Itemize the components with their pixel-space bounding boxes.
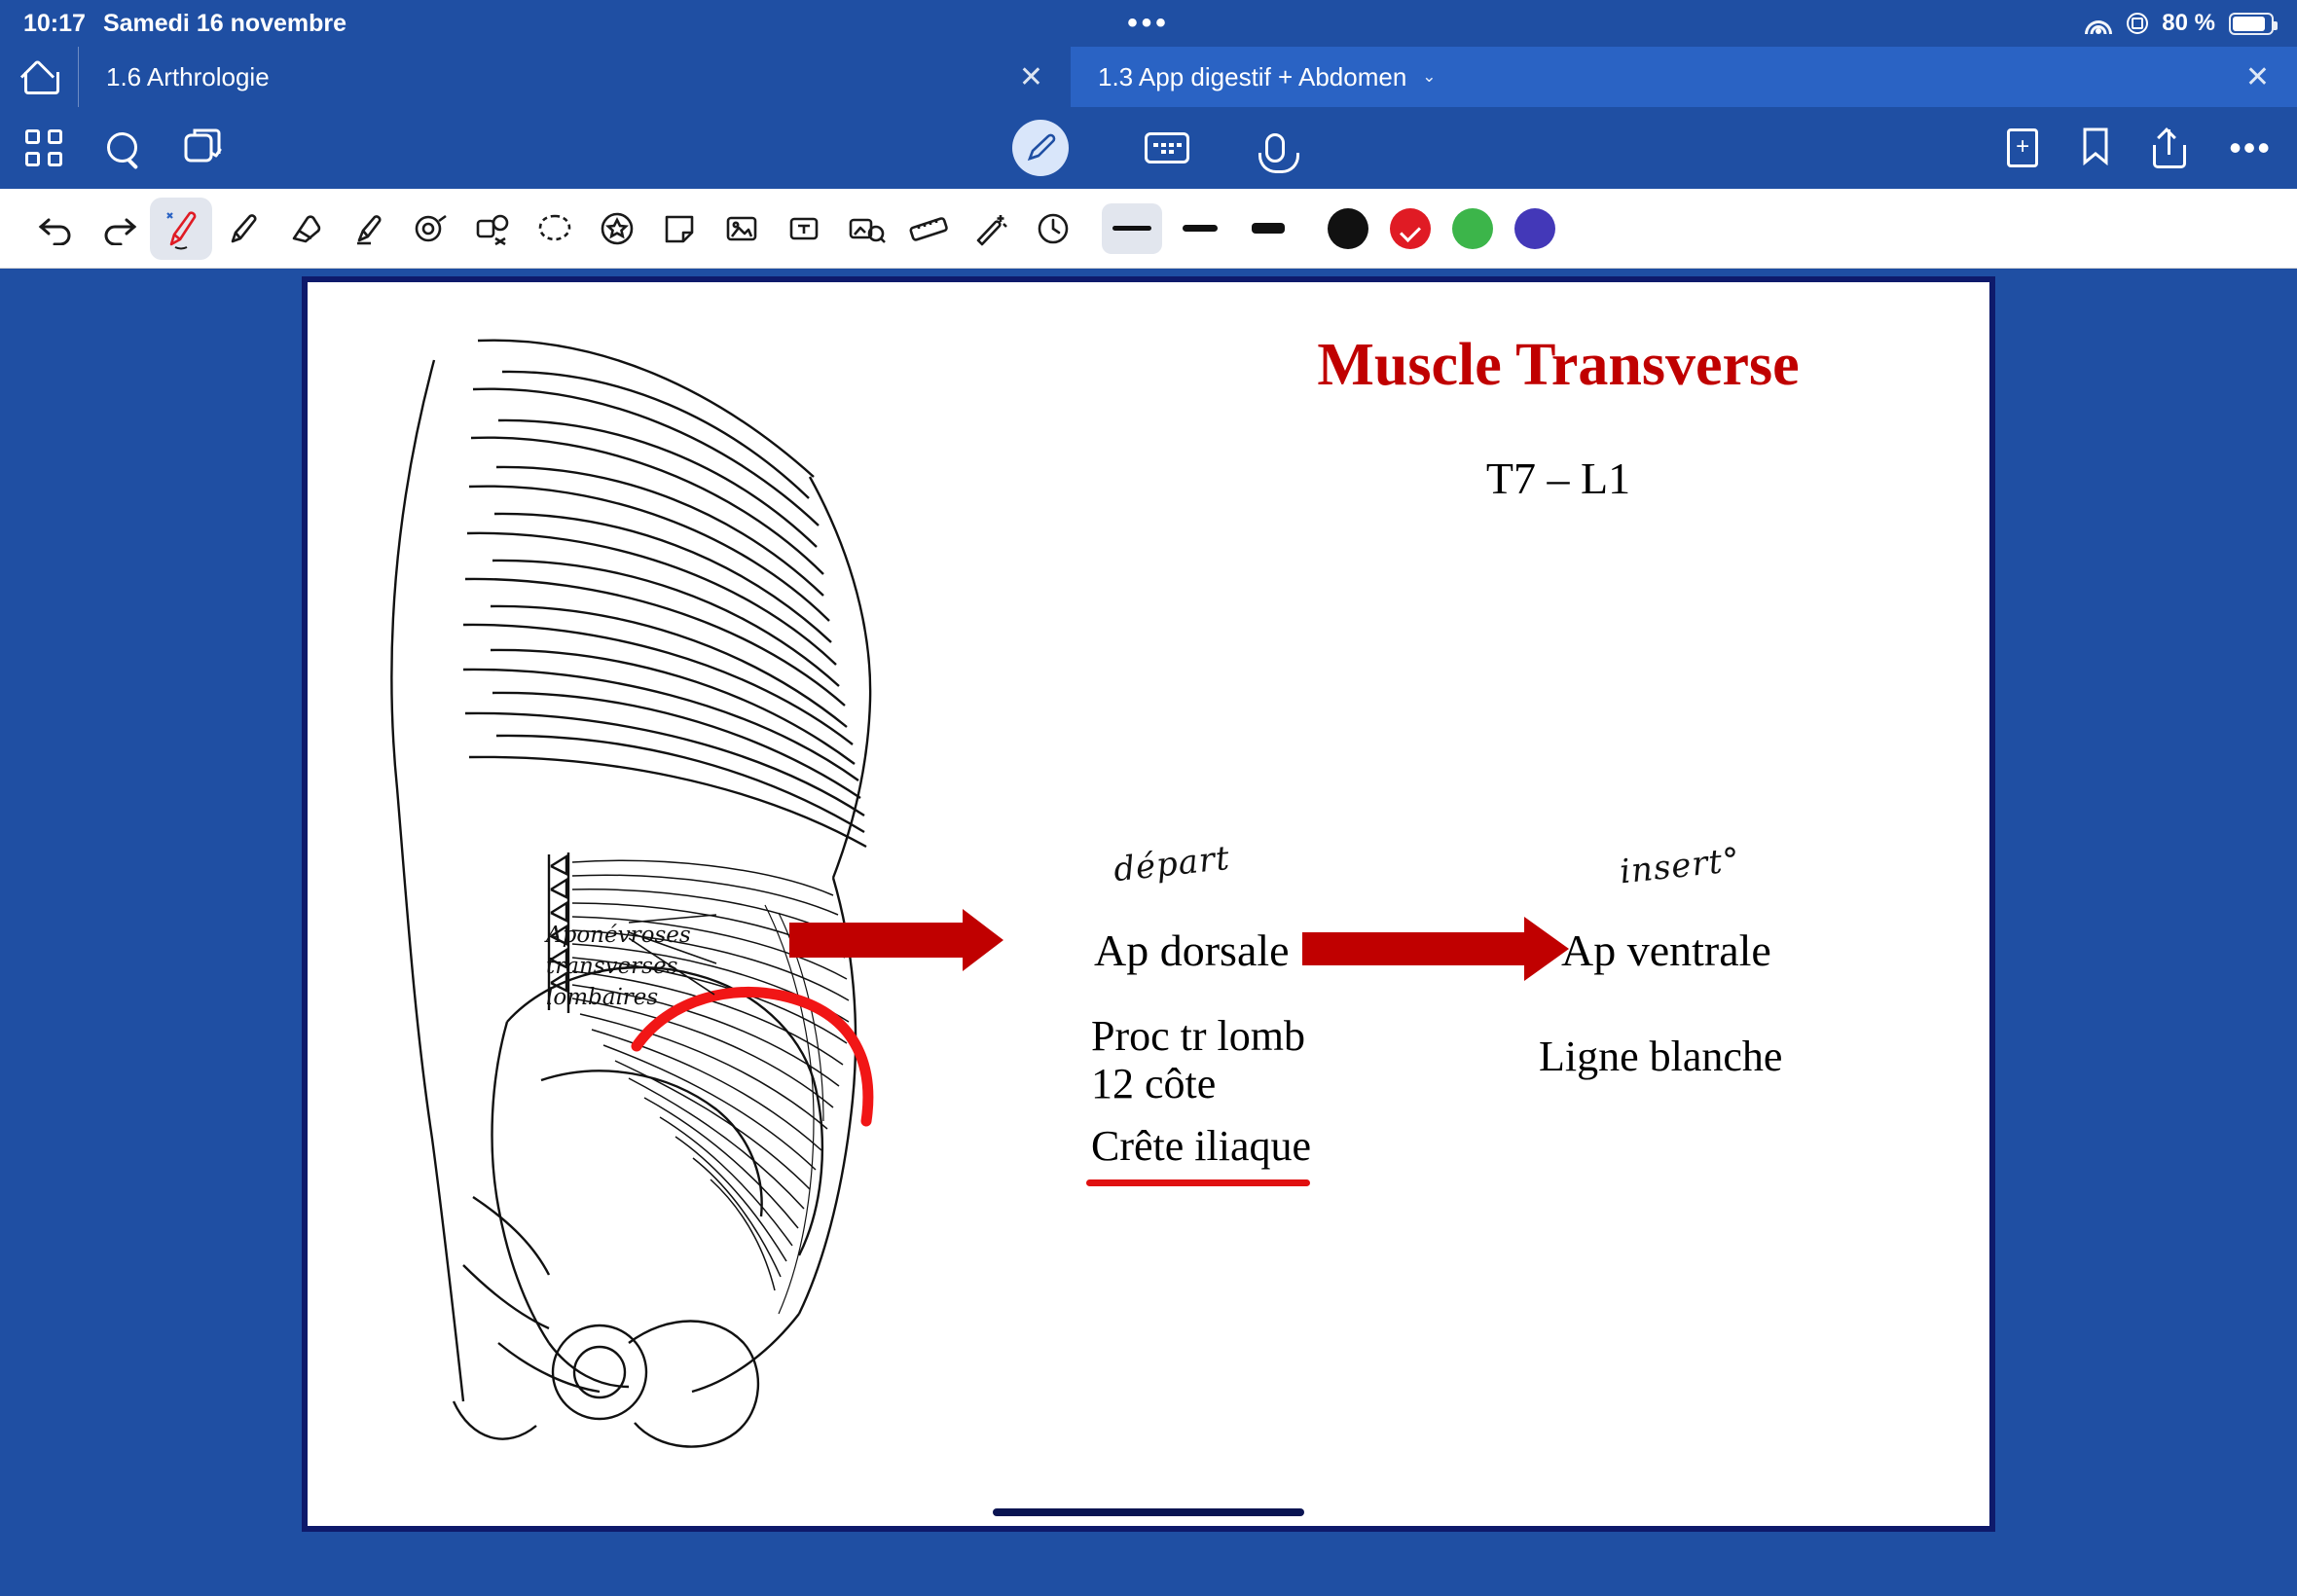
image-tool-icon[interactable] — [711, 198, 773, 260]
horizontal-scrollbar[interactable] — [993, 1508, 1304, 1516]
ruler-tool-icon[interactable] — [897, 198, 960, 260]
search-icon[interactable] — [105, 130, 140, 165]
pen-tool-icon[interactable] — [150, 198, 212, 260]
bookmark-icon[interactable] — [2081, 127, 2110, 170]
screen-lock-icon — [2127, 13, 2148, 34]
main-toolbar — [0, 107, 2297, 189]
label-proc-tr-lomb — [1091, 1012, 1305, 1108]
page-subtitle: T7 – L1 — [1485, 453, 1631, 503]
tab-label: 1.6 Arthrologie — [106, 61, 270, 91]
color-purple[interactable] — [1514, 208, 1555, 249]
document-viewport[interactable] — [0, 269, 2297, 1596]
home-icon — [22, 62, 55, 91]
thumbnails-grid-icon[interactable] — [25, 129, 62, 166]
color-red[interactable] — [1390, 208, 1431, 249]
red-underline-annotation — [1086, 1179, 1310, 1186]
stroke-preview — [1183, 225, 1218, 232]
label-ap-ventrale: Ap ventrale — [1561, 925, 1771, 975]
stroke-preview — [1112, 226, 1151, 231]
handwritten-insertion: insert° — [1618, 840, 1743, 892]
history-clock-icon[interactable] — [1022, 198, 1084, 260]
annotation-toolbar — [0, 189, 2297, 269]
stroke-width-medium[interactable] — [1170, 203, 1230, 254]
text-tool-icon[interactable] — [773, 198, 835, 260]
tab-app-digestif-abdomen[interactable] — [1071, 47, 2297, 107]
tab-bar — [0, 47, 2297, 107]
pencil-tool-icon[interactable] — [212, 198, 274, 260]
battery-percent: 80 % — [2162, 10, 2215, 36]
snapshot-tool-icon[interactable] — [835, 198, 897, 260]
pdf-page[interactable] — [302, 276, 1995, 1532]
label-douzieme-cote: 12 côte — [1091, 1060, 1217, 1108]
redo-icon[interactable] — [88, 198, 150, 260]
page-rotate-icon[interactable] — [183, 127, 222, 169]
undo-icon[interactable] — [25, 198, 88, 260]
shape-circle-tool-icon[interactable] — [399, 198, 461, 260]
status-date: Samedi 16 novembre — [102, 9, 347, 37]
page-title: Muscle Transverse — [1317, 332, 1800, 398]
sticker-tool-icon[interactable] — [586, 198, 648, 260]
note-tool-icon[interactable] — [648, 198, 711, 260]
label-aponevroses-transverses-lombaires: Aponévroses transverses lombaires — [546, 923, 691, 1011]
highlighter-tool-icon[interactable] — [337, 198, 399, 260]
stroke-preview — [1252, 223, 1285, 234]
main-toolbar-right — [2007, 127, 2272, 170]
more-options-icon[interactable]: ••• — [2229, 127, 2272, 168]
battery-icon — [2229, 13, 2274, 35]
main-toolbar-center — [1012, 120, 1285, 176]
wifi-icon — [2084, 13, 2113, 34]
status-center-dots: ••• — [1127, 7, 1170, 39]
status-bar-left — [23, 10, 346, 38]
main-toolbar-left — [25, 127, 222, 169]
color-black[interactable] — [1328, 208, 1368, 249]
tab-arthrologie[interactable] — [78, 47, 1071, 107]
share-icon[interactable] — [2153, 127, 2186, 168]
lasso-select-tool-icon[interactable] — [524, 198, 586, 260]
home-button[interactable] — [0, 47, 78, 107]
label-ap-dorsale: Ap dorsale — [1094, 925, 1290, 975]
close-icon[interactable]: ✕ — [1018, 60, 1043, 93]
stroke-width-thick[interactable] — [1238, 203, 1298, 254]
label-ligne-blanche: Ligne blanche — [1539, 1033, 1783, 1080]
stroke-width-thin[interactable] — [1102, 203, 1162, 254]
leader-lines — [629, 905, 823, 1012]
status-time: 10:17 — [23, 9, 86, 37]
keyboard-icon[interactable] — [1145, 132, 1189, 163]
pen-annotate-icon[interactable] — [1012, 120, 1069, 176]
new-page-icon[interactable] — [2007, 128, 2038, 167]
status-bar-right — [2084, 10, 2274, 37]
red-arrow-dorsale-to-ventrale — [1302, 932, 1526, 965]
eraser-tool-icon[interactable] — [274, 198, 337, 260]
chevron-down-icon[interactable]: ⌄ — [1422, 67, 1437, 86]
close-icon[interactable]: ✕ — [2244, 60, 2270, 93]
label-proc-line1: Proc tr lomb — [1091, 1012, 1305, 1060]
shape-transform-tool-icon[interactable] — [461, 198, 524, 260]
magic-wand-tool-icon[interactable] — [960, 198, 1022, 260]
microphone-icon[interactable] — [1265, 133, 1285, 163]
status-bar — [0, 0, 2297, 47]
color-green[interactable] — [1452, 208, 1493, 249]
handwritten-depart: départ — [1112, 838, 1232, 890]
label-crete-iliaque: Crête iliaque — [1091, 1122, 1312, 1170]
tab-label: 1.3 App digestif + Abdomen — [1098, 61, 1407, 91]
